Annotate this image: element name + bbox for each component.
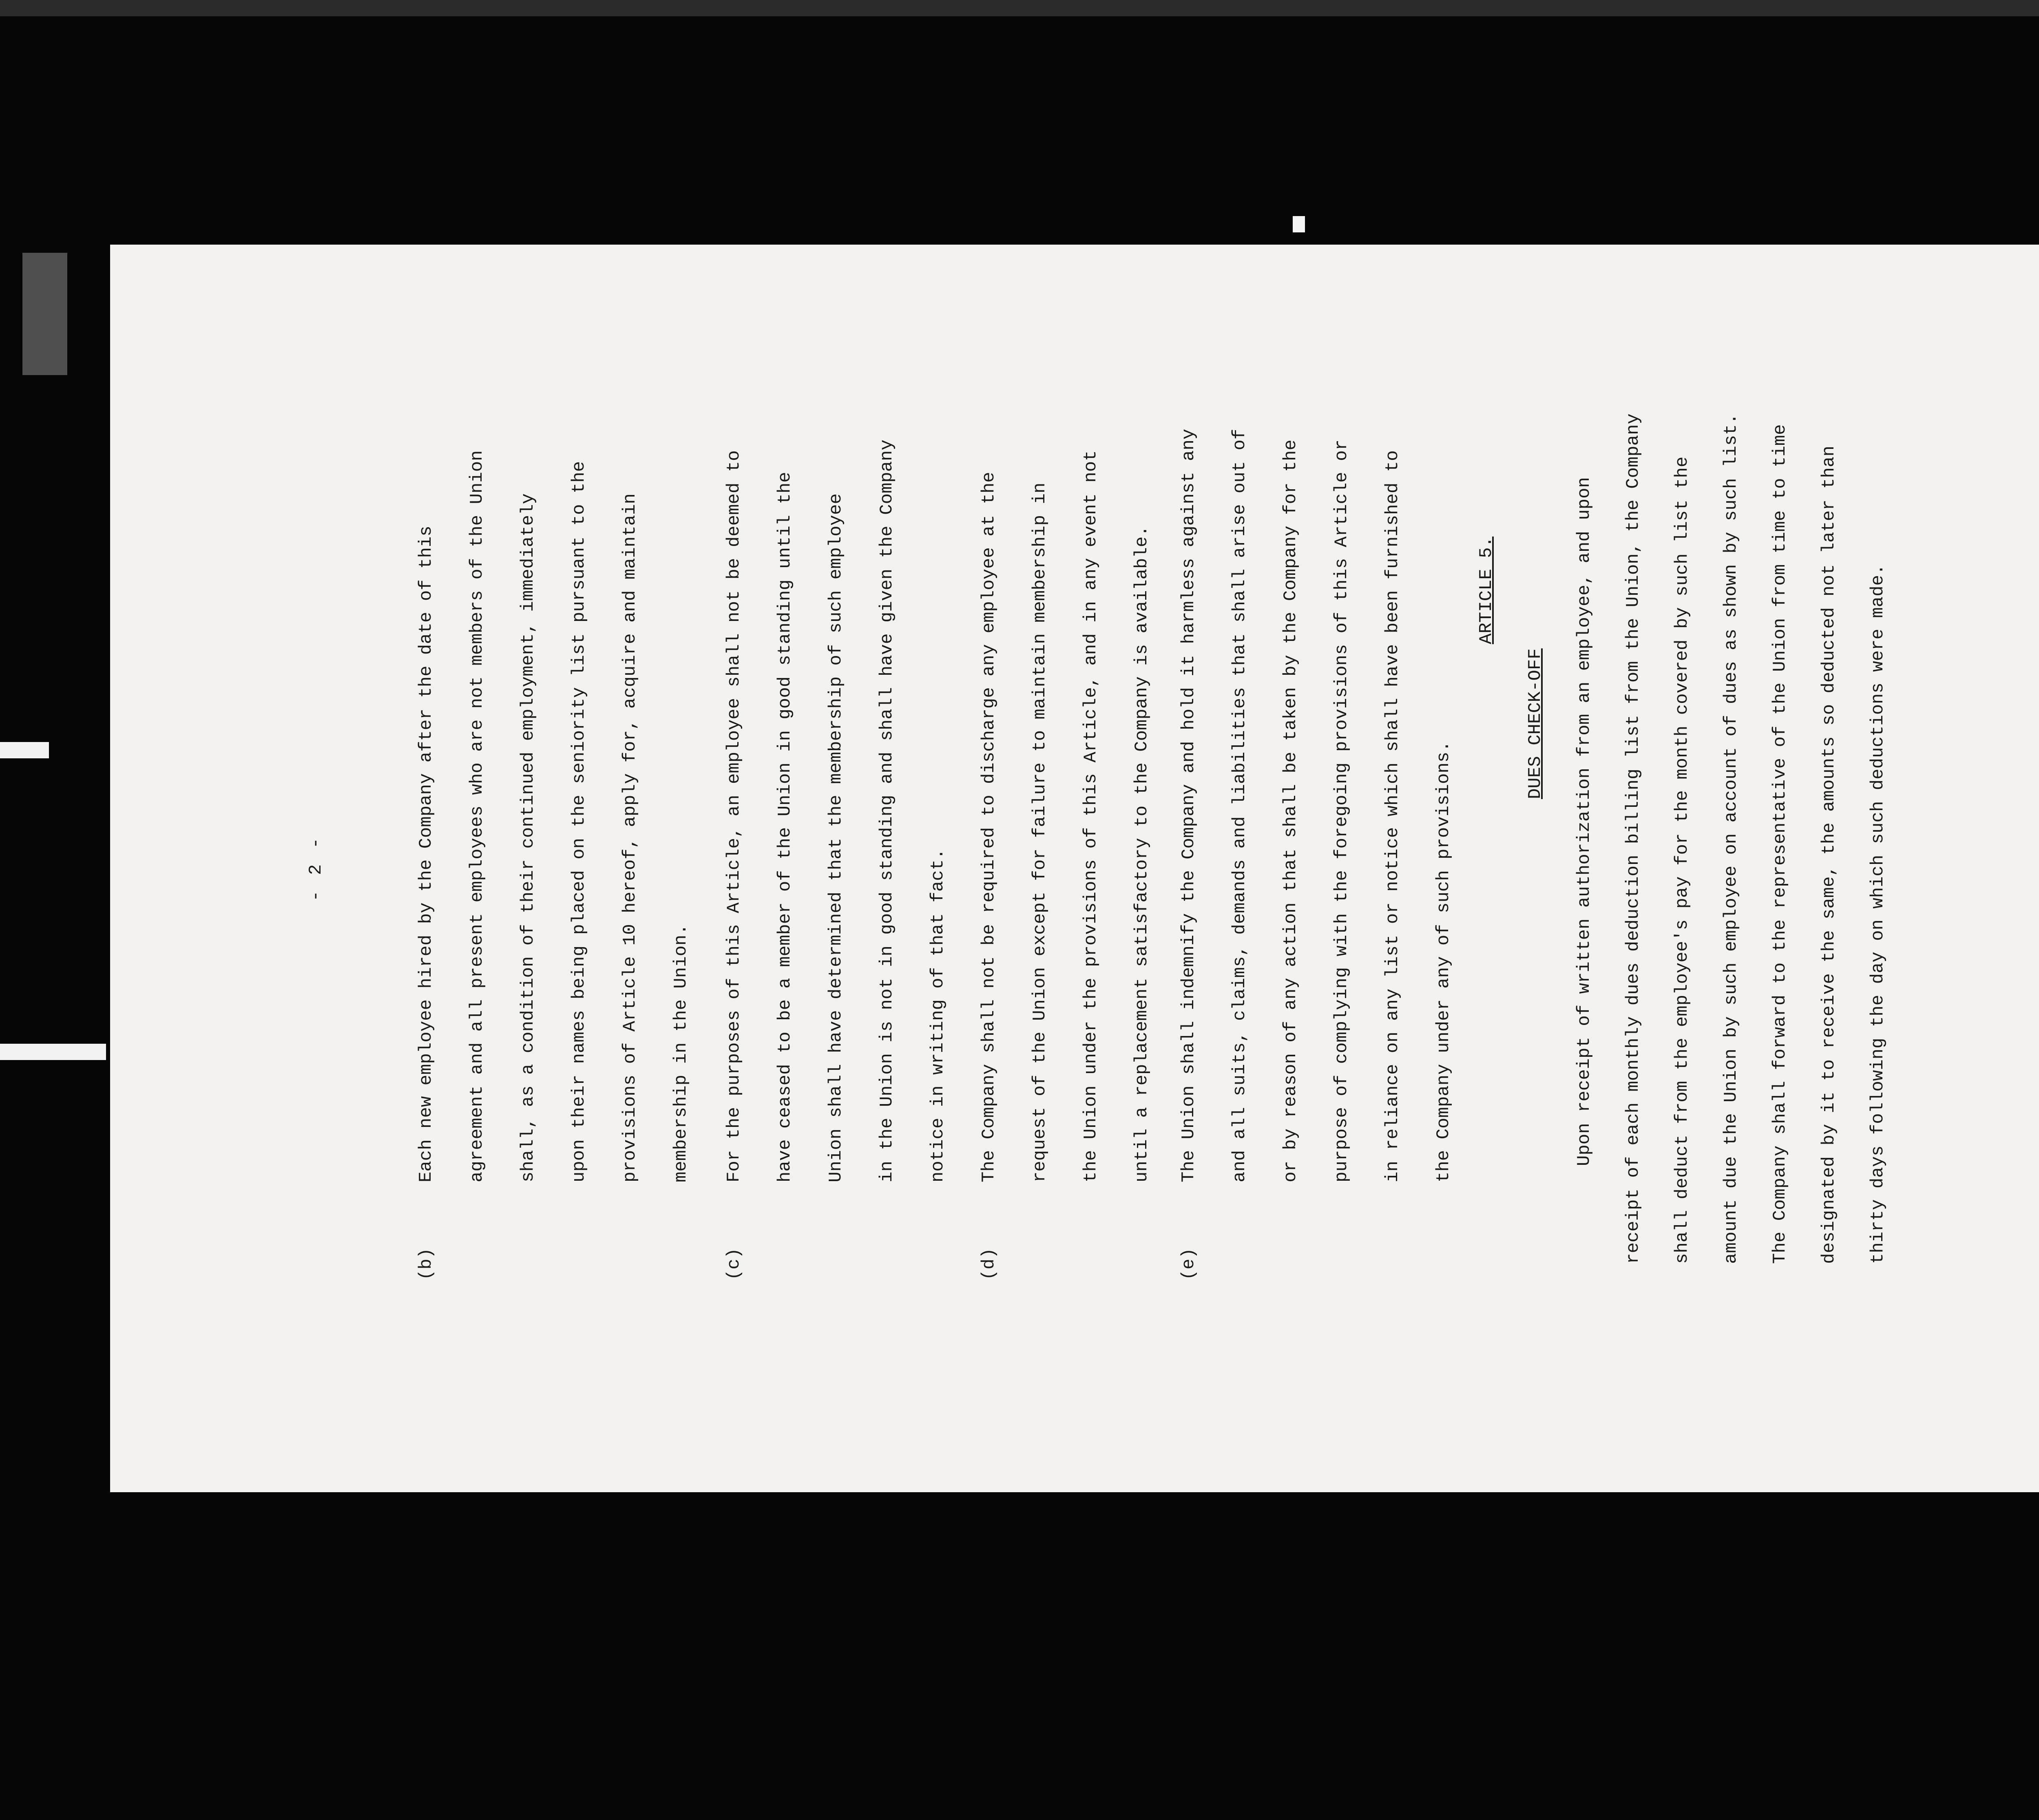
paragraph-label: (d)	[979, 1248, 999, 1280]
paragraph-line: The Union shall indemnify the Company and hold it harmless against any	[1179, 428, 1199, 1182]
article-line: designated by it to receive the same, the amounts so deducted not later than	[1819, 446, 1839, 1264]
article-line: The Company shall forward to the representative of the Union from time to time	[1770, 424, 1790, 1264]
article-line: shall deduct from the employee's pay for the month covered by such list the	[1672, 456, 1692, 1264]
paragraph-line: in the Union is not in good standing and shall have given the Company	[877, 440, 897, 1182]
rotated-page-content	[110, 245, 2039, 1492]
paragraph-label: (c)	[724, 1248, 744, 1280]
paragraph-line: purpose of complying with the foregoing provisions of this Article or	[1331, 440, 1352, 1182]
article-line: thirty days following the day on which such deductions were made.	[1868, 564, 1888, 1264]
paragraph-label: (b)	[416, 1248, 436, 1280]
paragraph-line: shall, as a condition of their continued employment, immediately	[518, 493, 538, 1182]
paragraph-line: or by reason of any action that shall be taken by the Company for the	[1280, 440, 1301, 1182]
film-speck	[1293, 216, 1305, 232]
film-edge-mark	[22, 253, 67, 375]
article-line: receipt of each monthly dues deduction billing list from the Union, the Company	[1623, 413, 1643, 1264]
paragraph-line: provisions of Article 10 hereof, apply for, acquire and maintain	[620, 493, 640, 1182]
paragraph-line: upon their names being placed on the seniority list pursuant to the	[569, 461, 589, 1182]
article-line: amount due the Union by such employee on account of dues as shown by such list.	[1721, 413, 1741, 1264]
paragraph-line: have ceased to be a member of the Union in good standing until the	[775, 472, 795, 1182]
paragraph-line: Each new employee hired by the Company after the date of this	[416, 526, 436, 1182]
paragraph-label: (e)	[1179, 1248, 1199, 1280]
paragraph-line: until a replacement satisfactory to the Company is available.	[1132, 526, 1152, 1182]
film-notch-left-lower	[0, 1044, 106, 1060]
paragraph-line: the Company under any of such provisions.	[1433, 741, 1454, 1182]
document-page	[110, 245, 2039, 1492]
article-line: Upon receipt of written authorization from an employee, and upon	[1574, 477, 1594, 1166]
article-subtitle: DUES CHECK-OFF	[1525, 648, 1546, 799]
paragraph-line: The Company shall not be required to discharge any employee at the	[979, 472, 999, 1182]
article-title: ARTICLE 5.	[1476, 536, 1497, 644]
film-edge-top	[0, 0, 2039, 16]
page-number: - 2 -	[306, 835, 326, 902]
paragraph-line: the Union under the provisions of this Article, and in any event not	[1081, 450, 1101, 1182]
paragraph-line: notice in writing of that fact.	[928, 848, 948, 1182]
paragraph-line: membership in the Union.	[671, 924, 691, 1182]
paragraph-line: request of the Union except for failure to maintain membership in	[1030, 482, 1050, 1182]
paragraph-line: Union shall have determined that the membership of such employee	[826, 493, 846, 1182]
paragraph-line: agreement and all present employees who are not members of the Union	[467, 450, 487, 1182]
paragraph-line: and all suits, claims, demands and liabilities that shall arise out of	[1230, 428, 1250, 1182]
paragraph-line: For the purposes of this Article, an employee shall not be deemed to	[724, 450, 744, 1182]
page-text	[110, 245, 2039, 1492]
paragraph-line: in reliance on any list or notice which shall have been furnished to	[1382, 450, 1403, 1182]
film-notch-left-upper	[0, 742, 49, 758]
